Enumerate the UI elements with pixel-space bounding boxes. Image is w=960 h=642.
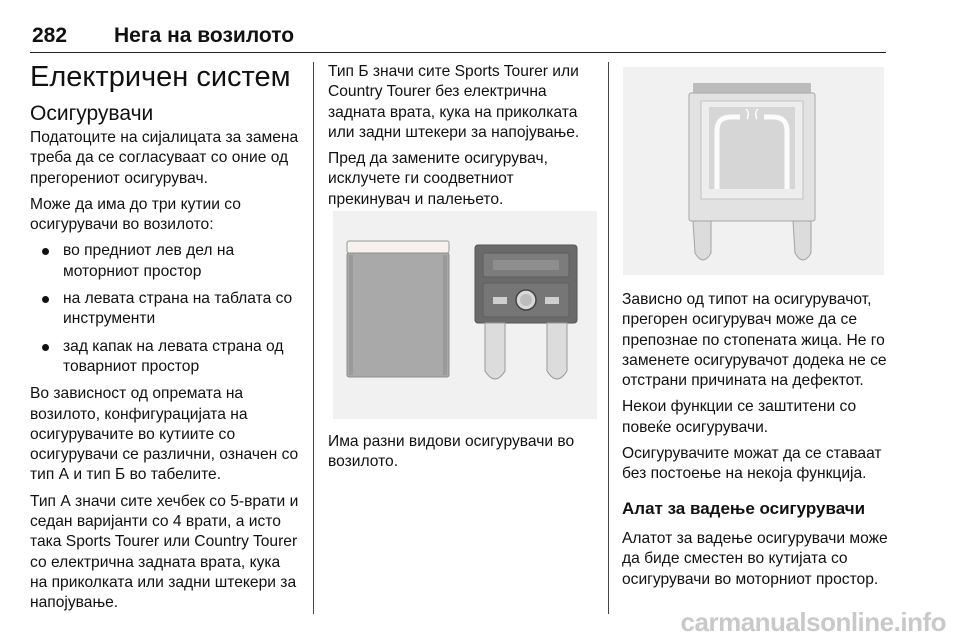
- paragraph: Тип Б значи сите Sports Tourer или Country Tourer без електрична задната врата, кука на приколката или задни штекери за напојување.: [328, 63, 580, 141]
- watermark: carmanualsonline.info: [680, 607, 946, 637]
- column-1: [30, 62, 300, 620]
- paragraph: Во зависност од опремата на возилото, конфигурацијата на осигурувачите во кутиите со осигурувачи се различни, означен со тип А и тип Б во табелите.: [30, 385, 299, 484]
- column-divider: [313, 62, 314, 614]
- column-divider: [608, 62, 609, 614]
- fuse-types-illustration: [333, 211, 597, 419]
- list-item: на левата страна на таблата со инструменти: [30, 289, 300, 330]
- paragraph: Може да има до три кутии со осигурувачи во возилото:: [30, 195, 241, 234]
- paragraph: Пред да замените осигурувач, исклучете ги соодветниот прекинувач и палењето.: [328, 150, 548, 208]
- subsection-title: Осигурувачи: [30, 102, 154, 125]
- fuse-types-drawing: [333, 211, 597, 419]
- subheading: Алат за вадење осигурувачи: [622, 498, 866, 518]
- figure-caption: Има разни видови осигурувачи во возилото.: [328, 433, 575, 471]
- column-3: [622, 290, 890, 596]
- paragraph: Тип А значи сите хечбек со 5-врати и седан варијанти со 4 врати, а исто така Sports Tourer или Country Tourer со електрична задната врата, кука на приколката или задни штекери за напојување.: [30, 492, 299, 612]
- list-item: зад капак на левата страна од товарниот простор: [30, 337, 300, 378]
- page-number: 282: [32, 24, 68, 47]
- paragraph: Податоците на сијалицата за замена треба да се согласуваат со оние од прегорениот осигурувач.: [30, 129, 299, 187]
- cartridge-fuse-icon: [347, 241, 449, 377]
- column-2: [328, 62, 596, 216]
- blade-fuse-icon: [475, 245, 577, 379]
- fuse-box-location-list: [30, 241, 300, 377]
- paragraph: Алатот за вадење осигурувачи може да биде сместен во кутијата со осигурувачи во моторниот простор.: [622, 529, 888, 588]
- mini-fuse-icon: [689, 83, 815, 260]
- list-item: во предниот лев дел на моторниот простор: [30, 241, 300, 282]
- paragraph: Осигурувачите можат да се ставаат без постоење на некоја функција.: [622, 445, 882, 483]
- page-header: [30, 18, 886, 53]
- paragraph: Зависно од типот на осигурувачот, прегорен осигурувач може да се препознае по стопената жица. Не го заменете осигурувачот додека не се отстрани причината на дефектот.: [622, 291, 887, 390]
- mini-fuse-drawing: [623, 67, 884, 275]
- paragraph: Некои функции се заштитени со повеќе осигурувачи.: [622, 398, 857, 436]
- blown-fuse-illustration: [623, 67, 884, 275]
- running-head: Нега на возилото: [114, 24, 295, 47]
- section-title: Електричен систем: [30, 61, 291, 93]
